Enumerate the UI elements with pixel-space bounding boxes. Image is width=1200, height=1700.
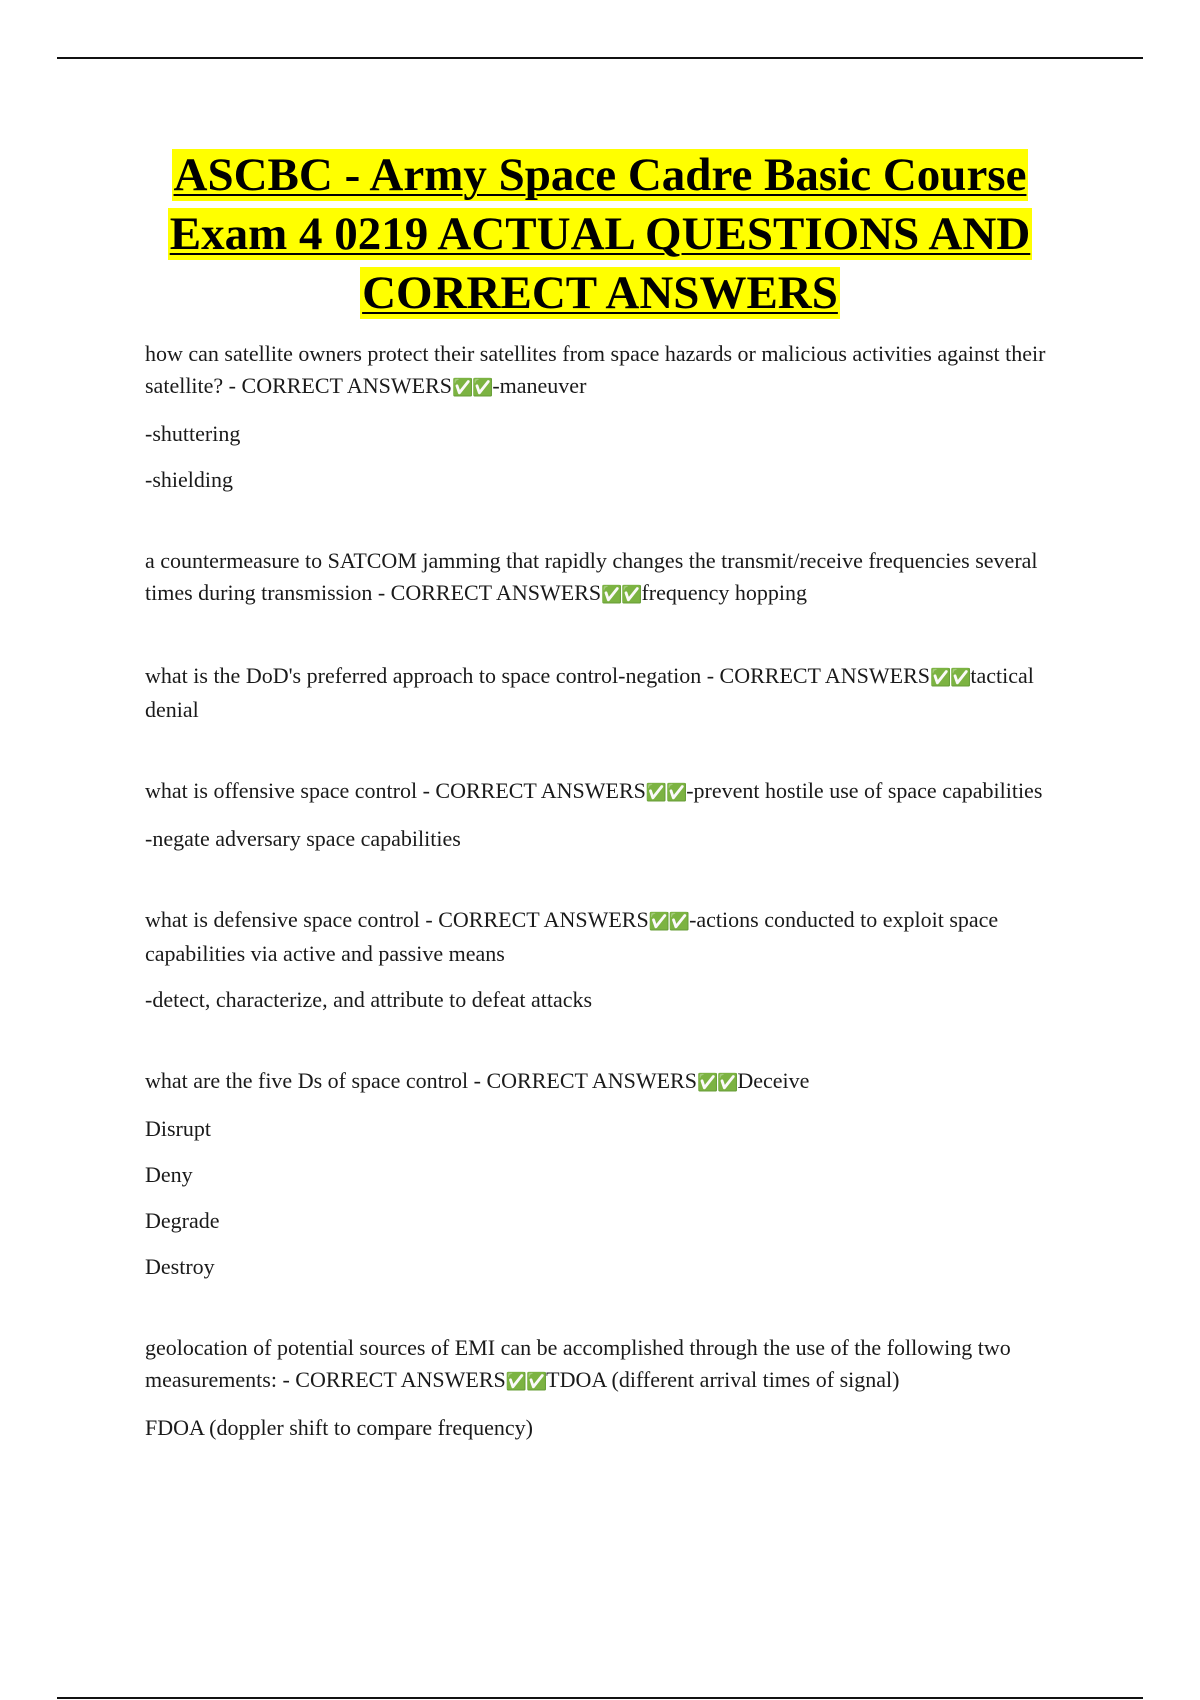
title-line-3 <box>60 264 1140 323</box>
question-answer-list <box>145 338 1080 1458</box>
question-text: what is the DoD's preferred approach to space control-negation - <box>145 663 720 688</box>
correct-answers-marker: CORRECT ANSWERS <box>390 580 602 605</box>
question-text: a countermeasure to SATCOM jamming that rapidly changes the transmit/receive frequencies several times during transmission - <box>145 548 1038 605</box>
answer-continuation: Deny <box>145 1162 193 1187</box>
document-title <box>60 146 1140 323</box>
title-line-2 <box>60 205 1140 264</box>
correct-answers-marker: CORRECT ANSWERS <box>435 778 646 803</box>
answer-continuation: -negate adversary space capabilities <box>145 826 461 851</box>
answer-text: -prevent hostile use of space capabilities <box>686 778 1043 803</box>
qa-entry <box>145 545 1080 611</box>
answer-continuation: -shielding <box>145 467 233 492</box>
correct-answers-marker: CORRECT ANSWERS <box>719 663 931 688</box>
question-text: what are the five Ds of space control - <box>145 1068 487 1093</box>
bottom-rule <box>57 1697 1143 1699</box>
double-check-icon: ✅✅ <box>696 1073 738 1093</box>
qa-question-line <box>145 545 1080 611</box>
qa-question-line <box>145 338 1080 404</box>
question-text: how can satellite owners protect their satellites from space hazards or malicious activities against their satellite? - <box>145 341 1046 398</box>
title-text-2: Exam 4 0219 ACTUAL QUESTIONS AND <box>169 208 1031 260</box>
answer-text: frequency hopping <box>641 580 808 605</box>
answer-text: -actions conducted to exploit space capabilities via active and passive means <box>145 907 999 966</box>
top-rule <box>57 57 1143 59</box>
qa-entry <box>145 660 1080 726</box>
correct-answers-marker: CORRECT ANSWERS <box>438 907 649 932</box>
correct-answers-marker: CORRECT ANSWERS <box>241 373 452 398</box>
answer-continuation: Disrupt <box>145 1116 211 1141</box>
question-text: what is defensive space control - <box>145 907 439 932</box>
qa-question-line <box>145 660 1080 726</box>
question-text: geolocation of potential sources of EMI can be accomplished through the use of the following two measurements: - <box>145 1335 1011 1392</box>
qa-entry <box>145 775 1080 855</box>
double-check-icon: ✅✅ <box>601 585 642 605</box>
answer-continuation: Degrade <box>145 1208 220 1233</box>
answer-continuation: FDOA (doppler shift to compare frequency) <box>145 1415 533 1440</box>
double-check-icon: ✅✅ <box>505 1372 547 1392</box>
answer-text: tactical denial <box>145 663 1034 722</box>
qa-entry <box>145 1065 1080 1283</box>
double-check-icon: ✅✅ <box>930 668 971 688</box>
qa-entry <box>145 338 1080 496</box>
qa-question-line <box>145 1332 1080 1398</box>
answer-continuation: -shuttering <box>145 421 241 446</box>
double-check-icon: ✅✅ <box>645 783 687 803</box>
title-line-1 <box>60 146 1140 205</box>
qa-entry <box>145 1332 1080 1444</box>
correct-answers-marker: CORRECT ANSWERS <box>295 1367 506 1392</box>
answer-text: Deceive <box>737 1068 810 1093</box>
double-check-icon: ✅✅ <box>648 912 690 932</box>
title-text-1: ASCBC - Army Space Cadre Basic Course <box>173 149 1027 201</box>
answer-text: TDOA (different arrival times of signal) <box>546 1367 900 1392</box>
qa-question-line <box>145 904 1080 970</box>
title-text-3: CORRECT ANSWERS <box>362 267 838 319</box>
answer-continuation: Destroy <box>145 1254 215 1279</box>
question-text: what is offensive space control - <box>145 778 436 803</box>
qa-entry <box>145 904 1080 1016</box>
double-check-icon: ✅✅ <box>452 378 493 398</box>
correct-answers-marker: CORRECT ANSWERS <box>486 1068 697 1093</box>
qa-question-line <box>145 775 1080 809</box>
answer-continuation: -detect, characterize, and attribute to defeat attacks <box>145 987 593 1012</box>
answer-text: -maneuver <box>492 373 587 398</box>
qa-question-line <box>145 1065 1080 1099</box>
